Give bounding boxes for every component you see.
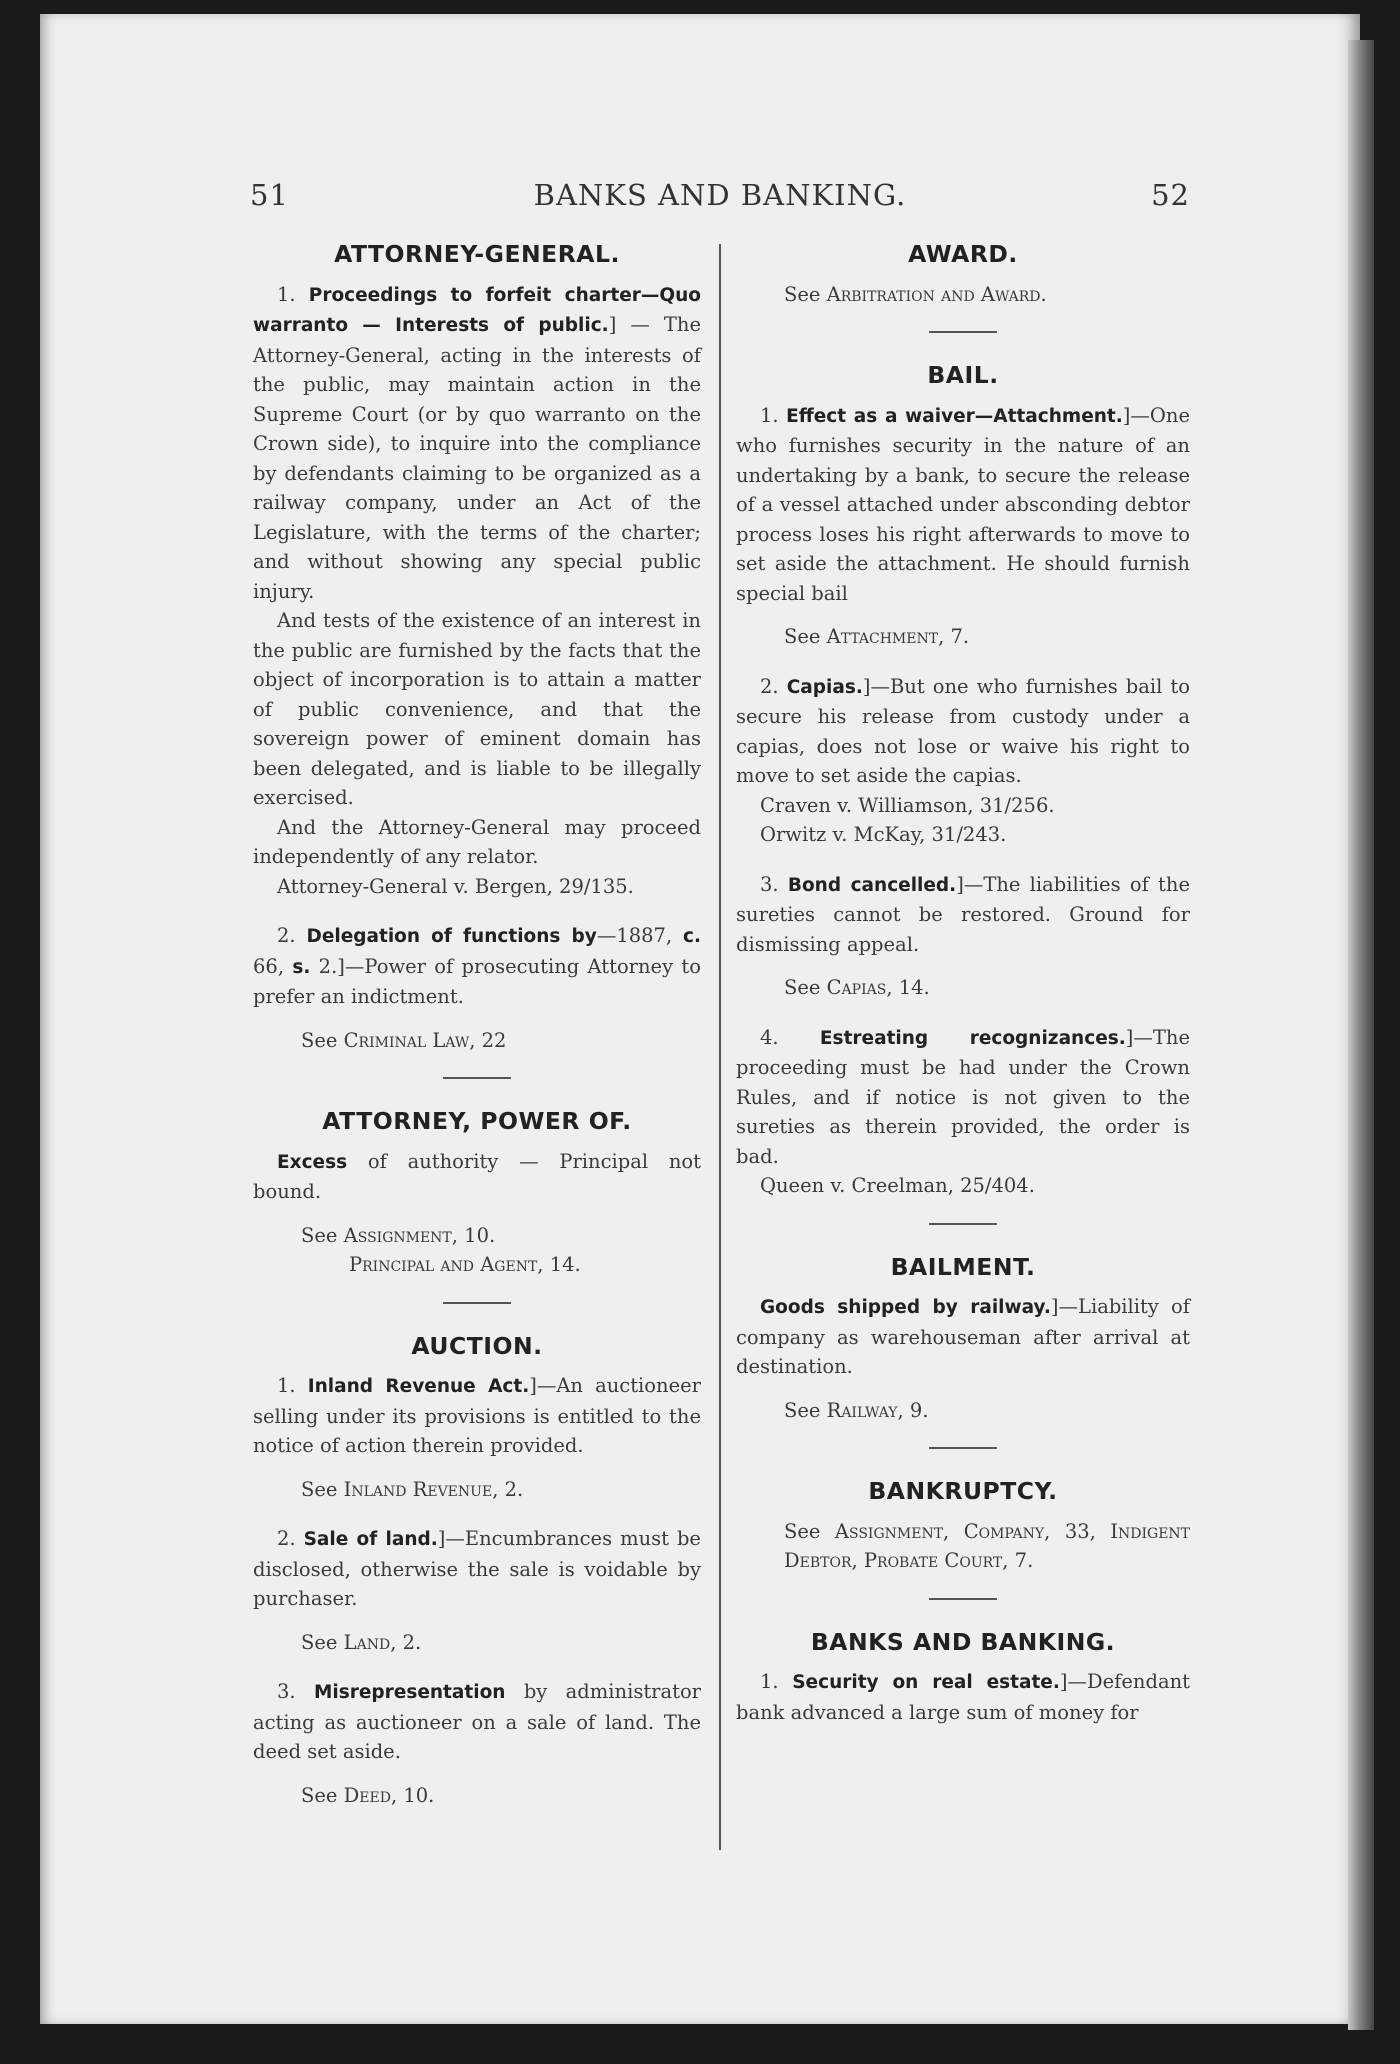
entry-number: 1. <box>760 1670 779 1693</box>
reference-title: Probate Court <box>863 1549 1003 1572</box>
reference-title: Deed <box>343 1783 391 1807</box>
reference-number: , 10. <box>390 1783 435 1807</box>
cross-reference <box>301 1221 701 1251</box>
section-rule <box>929 331 997 333</box>
entry-paragraph: And the Attorney-General may proceed independently of any relator. <box>253 815 701 868</box>
entry-title: Estreating recognizances. <box>819 1027 1126 1049</box>
running-header <box>250 178 1190 218</box>
case-citation: Queen v. Creelman, 25/404. <box>760 1174 1035 1197</box>
entry-text: —1887, <box>596 924 684 947</box>
reference-number: , 2. <box>492 1477 524 1501</box>
page-number-right: 52 <box>1151 178 1190 212</box>
entry-number: 1. <box>277 282 296 306</box>
entry-title: Excess <box>277 1151 348 1173</box>
entry-bail-1 <box>736 401 1190 609</box>
reference-number: , 22 <box>469 1028 507 1052</box>
reference-title: Company <box>963 1519 1045 1543</box>
page-number-left: 51 <box>250 178 289 212</box>
entry-number: 1. <box>277 1374 296 1397</box>
reference-number: . <box>1040 282 1047 306</box>
see-label: See <box>784 1519 835 1543</box>
entry-number: 2. <box>277 1527 296 1550</box>
heading-auction: AUCTION. <box>411 1331 543 1360</box>
entry-text: ]—The liabilities of the sureties cannot be restored. Ground for dismissing appeal. <box>736 872 1190 956</box>
reference-title: Assignment <box>834 1519 944 1543</box>
entry-text: 66, <box>253 954 293 978</box>
heading-bail: BAIL. <box>927 361 999 389</box>
entry-title: Capias. <box>786 676 863 698</box>
section-rule <box>929 1447 997 1449</box>
heading-bailment: BAILMENT. <box>890 1252 1036 1281</box>
section-rule <box>929 1598 997 1600</box>
cross-reference <box>784 973 1190 1003</box>
entry-attorney-power <box>253 1147 701 1207</box>
reference-title: Inland Revenue <box>343 1477 493 1501</box>
reference-separator: , <box>851 1549 864 1572</box>
entry-text: 2.]—Power of prosecuting Attorney to prefer an indictment. <box>253 954 701 1008</box>
entry-banks-1 <box>736 1667 1190 1727</box>
see-label: See <box>301 1477 344 1501</box>
entry-text: by administrator acting as auctioneer on a sale of land. The deed set aside. <box>253 1680 702 1763</box>
see-label: See <box>784 976 827 999</box>
reference-number: , 7. <box>938 625 970 648</box>
reference-number: , 9. <box>897 1398 929 1422</box>
reference-number: , 14. <box>886 976 930 999</box>
entry-title: Sale of land. <box>303 1529 438 1550</box>
entry-text: ]—One who furnishes security in the nature of an undertaking by a bank, to secure the release of a vessel attached under absconding debtor process loses his right afterwards to move to set aside the attachment. He should furnish special bail <box>736 403 1190 605</box>
cross-reference <box>784 280 1190 310</box>
reference-number: , 14. <box>537 1253 581 1276</box>
reference-title: Arbitration and Award <box>826 282 1041 306</box>
entry-number: 2. <box>277 924 296 947</box>
entry-number: 1. <box>760 403 779 427</box>
entry-title: c. <box>683 926 702 947</box>
see-label: See <box>301 1783 344 1807</box>
cross-reference <box>301 1628 701 1658</box>
entry-attorney-general-2 <box>253 921 701 1012</box>
entry-text: ]—The proceeding must be had under the Crown Rules, and if notice is not given to the sureties as therein provided, the order is bad. <box>736 1025 1191 1168</box>
heading-banks-and-banking: BANKS AND BANKING. <box>810 1627 1116 1656</box>
entry-title: Misrepresentation <box>313 1682 506 1703</box>
entry-attorney-general-1 <box>253 280 701 607</box>
section-rule <box>443 1077 511 1079</box>
reference-number: , 2. <box>390 1630 422 1654</box>
see-label: See <box>301 1223 344 1247</box>
entry-title: Delegation of functions by <box>306 926 597 947</box>
entry-text: ]—An auctioneer selling under its provisions is entitled to the notice of action therein provided. <box>253 1374 701 1457</box>
see-label: See <box>784 282 827 306</box>
see-label: See <box>784 625 827 648</box>
entry-title: Inland Revenue Act. <box>307 1376 530 1397</box>
case-citation: Orwitz v. McKay, 31/243. <box>760 823 1007 846</box>
cross-reference <box>784 1396 1190 1426</box>
entry-auction-2 <box>253 1524 701 1614</box>
entry-bail-3 <box>736 870 1190 960</box>
right-column <box>736 240 1190 1727</box>
cross-reference <box>301 1781 701 1811</box>
entry-number: 2. <box>760 674 779 698</box>
reference-title: Criminal Law <box>343 1028 470 1052</box>
entry-bailment <box>736 1292 1190 1382</box>
left-column <box>253 240 701 1810</box>
section-rule <box>929 1223 997 1225</box>
heading-award: AWARD. <box>908 240 1018 268</box>
entry-text: of authority — Principal not bound. <box>253 1149 701 1203</box>
reference-title: Land <box>343 1630 391 1654</box>
section-rule <box>443 1302 511 1304</box>
entry-number: 3. <box>760 872 779 896</box>
entry-title: Goods shipped by railway. <box>760 1297 1051 1318</box>
page-edge <box>1348 40 1374 2030</box>
entry-text: ]—Defendant bank advanced a large sum of money for <box>736 1670 1190 1724</box>
entry-auction-1 <box>253 1371 701 1461</box>
entry-number: 3. <box>277 1680 296 1703</box>
entry-text: ] — The Attorney-General, acting in the interests of the public, may maintain action in the Supreme Court (or by quo warranto on the Crown side), to inquire into the compliance by defendants claiming to be organized as a railway company, under an Act of the Legislature, with the terms of the charter; and without showing any special public injury. <box>253 313 701 603</box>
heading-bankruptcy: BANKRUPTCY. <box>868 1477 1058 1505</box>
cross-reference <box>784 1517 1190 1576</box>
entry-title: Security on real estate. <box>792 1672 1060 1693</box>
reference-title: Capias <box>826 976 887 999</box>
see-label: See <box>784 1398 827 1422</box>
entry-title: Bond cancelled. <box>787 874 957 896</box>
reference-title: Attachment <box>826 625 939 648</box>
heading-attorney-power-of: ATTORNEY, POWER OF. <box>322 1107 632 1135</box>
cross-reference <box>301 1475 701 1505</box>
column-divider <box>719 244 721 1850</box>
reference-title: Principal and Agent <box>349 1253 538 1276</box>
cross-reference <box>301 1026 701 1056</box>
entry-title: Effect as a waiver—Attachment. <box>786 405 1123 427</box>
entry-bail-2 <box>736 672 1190 791</box>
entry-text: ]—But one who furnishes bail to secure his release from custody under a capias, does not lose or waive his right to move to set aside the capias. <box>736 674 1190 787</box>
heading-attorney-general: ATTORNEY-GENERAL. <box>334 240 620 268</box>
entry-number: 4. <box>760 1025 779 1049</box>
reference-separator: , <box>943 1519 964 1543</box>
cross-reference <box>784 622 1190 652</box>
see-label: See <box>301 1028 344 1052</box>
entry-bail-4 <box>736 1023 1190 1172</box>
entry-paragraph: And tests of the existence of an interest in the public are furnished by the facts that the object of incorporation is to attain a matter of public convenience, and that the sovereign power of eminent domain has been delegated, and is liable to be illegally exercised. <box>253 609 701 809</box>
running-title: BANKS AND BANKING. <box>533 178 907 212</box>
reference-title: Railway <box>826 1398 898 1422</box>
case-citation: Craven v. Williamson, 31/256. <box>760 793 1055 817</box>
reference-number: , 10. <box>451 1223 496 1247</box>
cross-reference <box>349 1250 701 1280</box>
reference-separator: , 33, <box>1044 1519 1111 1543</box>
entry-title: s. <box>292 956 311 978</box>
case-citation: Attorney-General v. Bergen, 29/135. <box>277 874 634 898</box>
entry-title: Proceedings to forfeit charter—Quo warranto — Interests of public. <box>253 284 701 336</box>
entry-text: ]—Liability of company as warehouseman after arrival at destination. <box>736 1295 1191 1378</box>
entry-text: ]—Encumbrances must be disclosed, otherwise the sale is voidable by purchaser. <box>253 1527 701 1610</box>
entry-auction-3 <box>253 1677 701 1767</box>
reference-number: , 7. <box>1002 1549 1034 1572</box>
reference-title: Assignment <box>343 1223 452 1247</box>
reference-title: Indigent Debtor <box>784 1519 1190 1572</box>
see-label: See <box>301 1630 344 1654</box>
